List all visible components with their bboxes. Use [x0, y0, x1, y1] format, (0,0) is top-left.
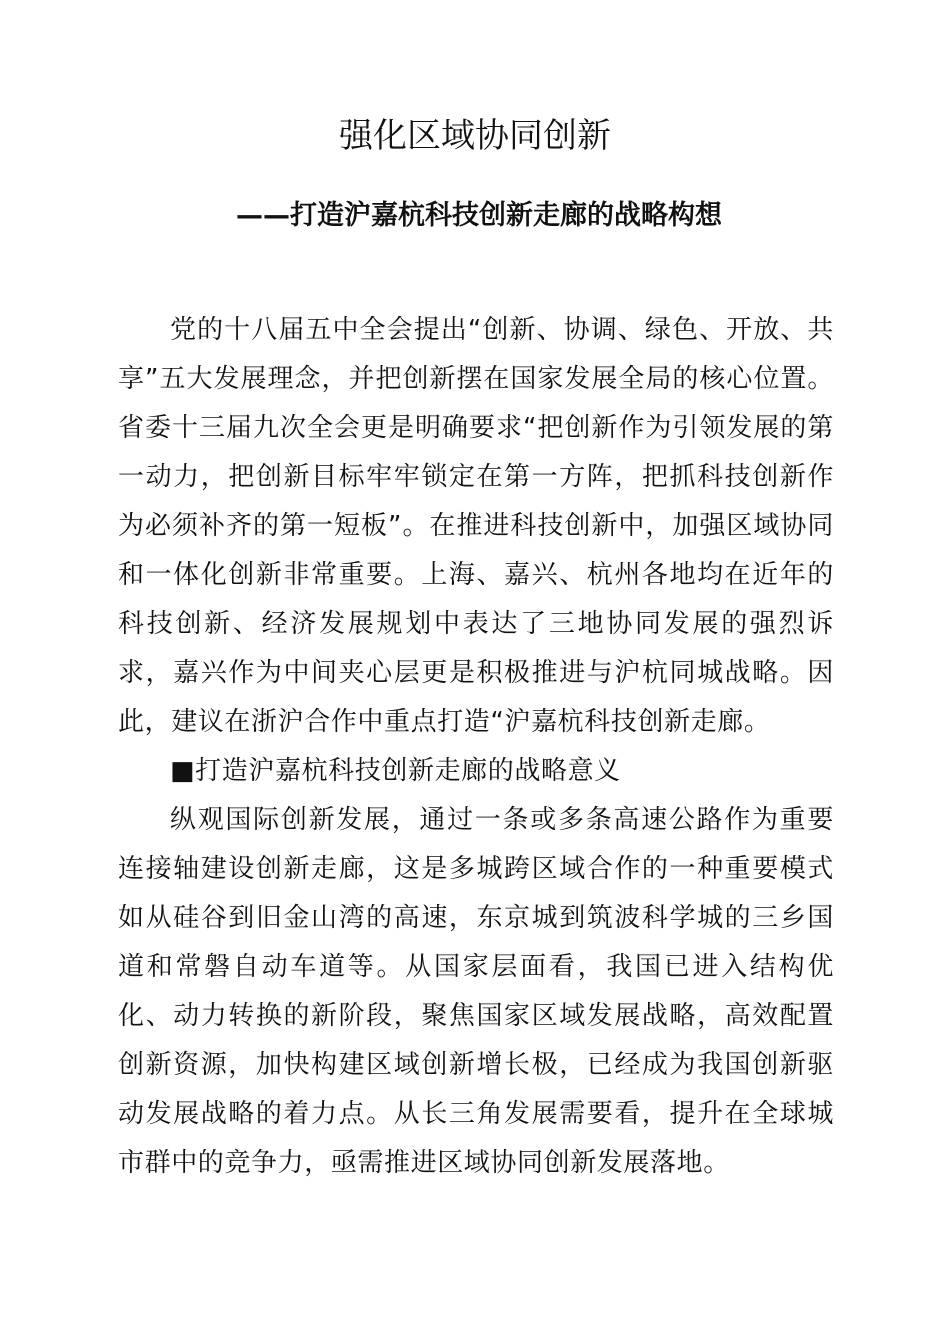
body-paragraph: 纵观国际创新发展，通过一条或多条高速公路作为重要连接轴建设创新走廊，这是多城跨区域合作的一种重要模式如从硅谷到旧金山湾的高速，东京城到筑波科学城的三乡国道和常磐自动车道等。从国家层面看，我国已进入结构优化、动力转换的新阶段，聚焦国家区域发展战略，高效配置创新资源，加快构建区域创新增长极，已经成为我国创新驱动发展战略的着力点。从长三角发展需要看，提升在全球城市群中的竞争力，亟需推进区域协同创新发展落地。	[118, 805, 834, 1178]
body-paragraph: 党的十八届五中全会提出“创新、协调、绿色、开放、共享”五大发展理念，并把创新摆在国家发展全局的核心位置。省委十三届九次全会更是明确要求“把创新作为引领发展的第一动力，把创新目标牢牢锁定在第一方阵，把抓科技创新作为必须补齐的第一短板”。在推进科技创新中，加强区域协同和一体化创新非常重要。上海、嘉兴、杭州各地均在近年的科技创新、经济发展规划中表达了三地协同发展的强烈诉求，嘉兴作为中间夹心层更是积极推进与沪杭同城战略。因此，建议在浙沪合作中重点打造“沪嘉杭科技创新走廊。	[118, 315, 834, 737]
document-title: 强化区域协同创新	[339, 116, 611, 156]
document-subtitle: ——打造沪嘉杭科技创新走廊的战略构想	[236, 200, 722, 231]
document-body	[118, 306, 834, 1188]
section-heading: ■打造沪嘉杭科技创新走廊的战略意义	[170, 756, 621, 786]
